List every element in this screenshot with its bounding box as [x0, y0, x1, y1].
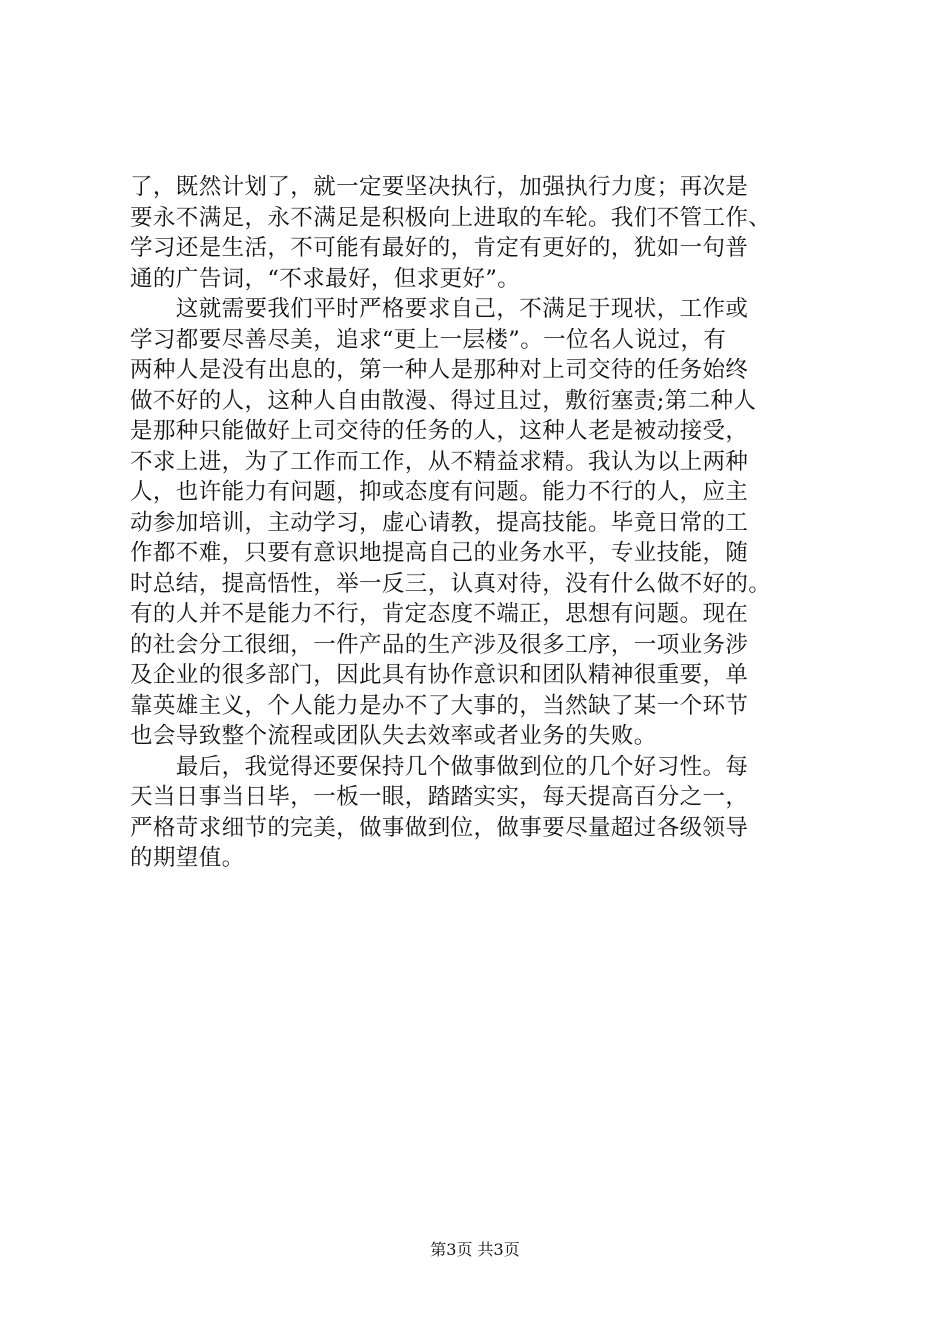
paragraph-start-line: 最后，我觉得还要保持几个做事做到位的几个好习性。每 — [130, 753, 749, 780]
text-line: 两种人是没有出息的，第一种人是那种对上司交待的任务始终 — [130, 357, 749, 383]
text-line: 动参加培训，主动学习，虚心请教，提高技能。毕竟日常的工 — [130, 509, 749, 536]
text-line: 作都不难，只要有意识地提高自己的业务水平，专业技能，随 — [130, 540, 749, 566]
text-line: 的社会分工很细，一件产品的生产涉及很多工序，一项业务涉 — [130, 631, 749, 658]
text-line: 也会导致整个流程或团队失去效率或者业务的失败。 — [130, 723, 657, 749]
text-line: 靠英雄主义，个人能力是办不了大事的，当然缺了某一个环节 — [130, 692, 749, 719]
text-line: 有的人并不是能力不行，肯定态度不端正，思想有问题。现在 — [130, 601, 749, 627]
text-line: 天当日事当日毕，一板一眼，踏踏实实，每天提高百分之一， — [130, 784, 749, 810]
text-line: 时总结，提高悟性，举一反三，认真对待，没有什么做不好的。 — [130, 570, 772, 597]
text-line: 学习还是生活，不可能有最好的，肯定有更好的，犹如一句普 — [130, 235, 749, 261]
paragraph-start-line: 这就需要我们平时严格要求自己，不满足于现状，工作或 — [130, 296, 749, 322]
text-line: 不求上进，为了工作而工作，从不精益求精。我认为以上两种 — [130, 448, 749, 475]
text-line: 人，也许能力有问题，抑或态度有问题。能力不行的人，应主 — [130, 479, 749, 505]
text-line: 做不好的人，这种人自由散漫、得过且过，敷衍塞责;第二种人 — [130, 387, 757, 414]
page-number-footer: 第3页 共3页 — [430, 1240, 520, 1259]
text-line: 严格苛求细节的完美，做事做到位，做事要尽量超过各级领导 — [130, 814, 749, 841]
body-text — [130, 172, 830, 874]
text-line: 是那种只能做好上司交待的任务的人，这种人老是被动接受， — [130, 418, 749, 444]
text-line: 了，既然计划了，就一定要坚决执行，加强执行力度；再次是 — [130, 174, 749, 200]
text-line: 通的广告词，“不求最好，但求更好”。 — [130, 265, 521, 292]
text-line: 的期望值。 — [130, 845, 245, 871]
text-line: 学习都要尽善尽美，追求“更上一层楼”。一位名人说过，有 — [130, 326, 727, 353]
text-line: 要永不满足，永不满足是积极向上进取的车轮。我们不管工作、 — [130, 204, 772, 231]
text-line: 及企业的很多部门，因此具有协作意识和团队精神很重要，单 — [130, 662, 749, 688]
